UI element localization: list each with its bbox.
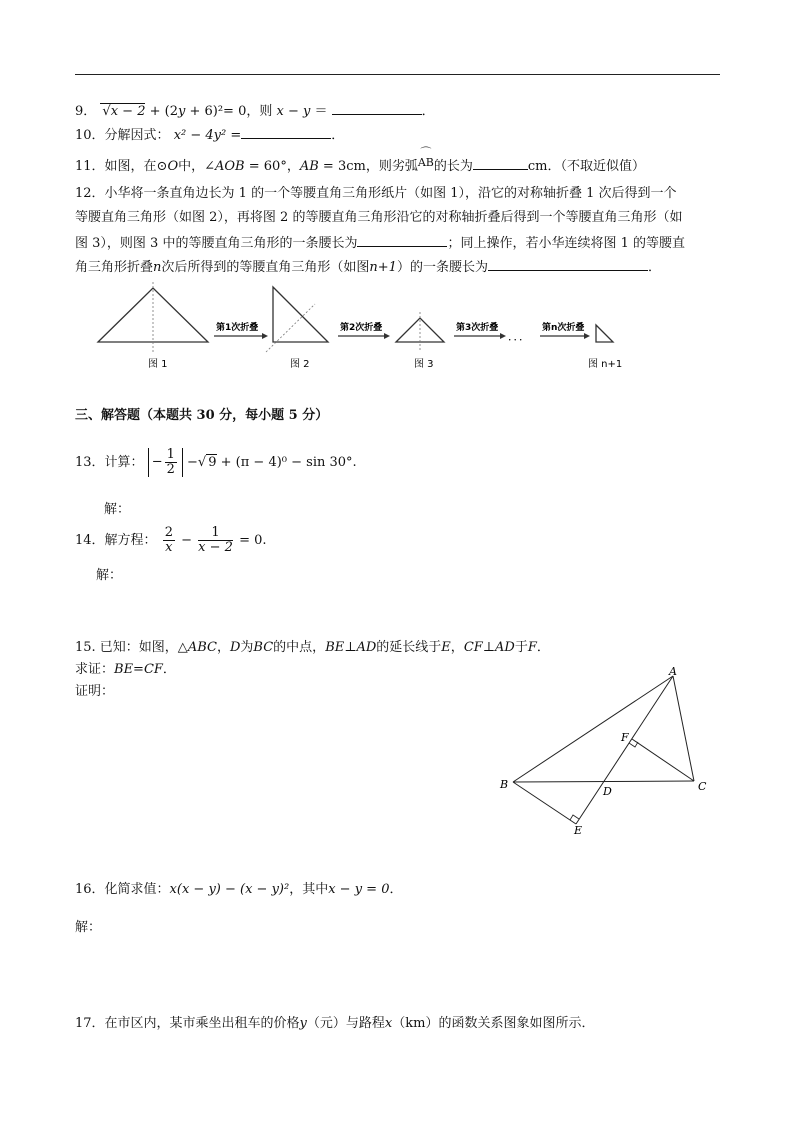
triangle-figure bbox=[490, 662, 720, 842]
caption-fign1: 图 n+1 bbox=[588, 359, 623, 370]
ellipsis-dots: ．．． bbox=[508, 330, 530, 343]
question-13: 13．计算： − $\frac{1}{2}$ −√ 9 + (π − 4)⁰ − sin 30°. bbox=[75, 447, 357, 477]
q13-answer-label: 解： bbox=[104, 502, 131, 517]
arrow-label-2: 第2次折叠 bbox=[340, 323, 383, 333]
label-e: E bbox=[574, 824, 583, 837]
arrow-label-1: 第1次折叠 bbox=[216, 323, 259, 333]
label-d: D bbox=[603, 785, 612, 798]
question-15-line-2: 求证：BE=CF． bbox=[75, 662, 176, 677]
question-11: 11．如图，在⊙O中，∠AOB = 60°，AB = 3cm，则劣弧 ⌒ AB的长为 cm．（不取近似值） bbox=[75, 146, 645, 174]
arc-ab: ⌒ AB bbox=[417, 146, 434, 169]
abs-value: − $\frac{1}{2}$ bbox=[148, 448, 183, 477]
sqrt-expr: √x − 2 bbox=[102, 104, 146, 119]
question-17: 17．在市区内，某市乘坐出租车的价格y（元）与路程x（km）的函数关系图象如图所示． bbox=[75, 1016, 595, 1031]
question-12-line-1: 12．小华将一条直角边长为 1 的一个等腰直角三角形纸片（如图 1），沿它的对称轴折叠 1 次后得到一个 bbox=[75, 186, 677, 201]
arrow-head-2 bbox=[384, 333, 390, 339]
question-12-line-4: 角三角形折叠n次后所得到的等腰直角三角形（如图n+1）的一条腰长为 ． bbox=[75, 256, 661, 278]
question-10: 10．分解因式： x² − 4y² = ． bbox=[75, 124, 344, 146]
segment-be bbox=[513, 782, 576, 824]
segment-ae bbox=[576, 676, 673, 824]
label-b: B bbox=[500, 778, 509, 791]
question-16: 16．化简求值：x(x − y) − (x − y)²，其中x − y = 0． bbox=[75, 882, 403, 897]
question-15-line-1: 15. 已知：如图，△ABC，D为BC的中点，BE⊥AD的延长线于E，CF⊥AD于F． bbox=[75, 640, 550, 655]
label-a: A bbox=[669, 665, 677, 678]
answer-blank-12a[interactable] bbox=[357, 232, 447, 247]
figure-2-triangle bbox=[266, 287, 328, 352]
figure-1-triangle bbox=[98, 282, 208, 352]
answer-blank-9[interactable] bbox=[332, 100, 422, 115]
segment-ab bbox=[513, 676, 673, 782]
right-angle-e bbox=[570, 815, 579, 820]
question-9: 9． √x − 2 + (2y + 6)²= 0，则 x − y ＝ ． bbox=[75, 100, 435, 122]
label-c: C bbox=[698, 780, 707, 793]
figure-3-triangle bbox=[396, 312, 444, 352]
arrow-head-1 bbox=[262, 333, 268, 339]
answer-blank-11[interactable] bbox=[473, 155, 528, 170]
label-f: F bbox=[621, 731, 629, 744]
figure-n1-triangle bbox=[596, 325, 613, 342]
question-12-line-2: 等腰直角三角形（如图 2），再将图 2 的等腰直角三角形沿它的对称轴折叠后得到一个等腰直角三角形（如 bbox=[75, 210, 683, 225]
arrow-label-n: 第n次折叠 bbox=[542, 323, 585, 333]
question-14: 14．解方程： $\frac{2}{x}$ − $\frac{1}{x - 2}$ = 0. bbox=[75, 525, 267, 555]
folding-figure bbox=[90, 282, 650, 377]
answer-blank-12b[interactable] bbox=[488, 256, 648, 271]
caption-fig2: 图 2 bbox=[290, 359, 310, 370]
segment-cf bbox=[632, 739, 694, 781]
caption-fig3: 图 3 bbox=[414, 359, 434, 370]
arrow-head-n bbox=[584, 333, 590, 339]
answer-blank-10[interactable] bbox=[241, 124, 331, 139]
question-15-proof-label: 证明： bbox=[75, 684, 115, 699]
q14-answer-label: 解： bbox=[96, 568, 123, 583]
caption-fig1: 图 1 bbox=[148, 359, 168, 370]
question-12-line-3: 图 3），则图 3 中的等腰直角三角形的一条腰长为 ；同上操作，若小华连续将图 1 的等腰直 bbox=[75, 232, 685, 254]
section-3-heading: 三、解答题（本题共 30 分，每小题 5 分） bbox=[75, 408, 329, 423]
header-rule bbox=[75, 74, 720, 75]
arrow-label-3: 第3次折叠 bbox=[456, 323, 499, 333]
q16-answer-label: 解： bbox=[75, 920, 102, 935]
segment-ac bbox=[673, 676, 694, 781]
arrow-head-3 bbox=[500, 333, 506, 339]
